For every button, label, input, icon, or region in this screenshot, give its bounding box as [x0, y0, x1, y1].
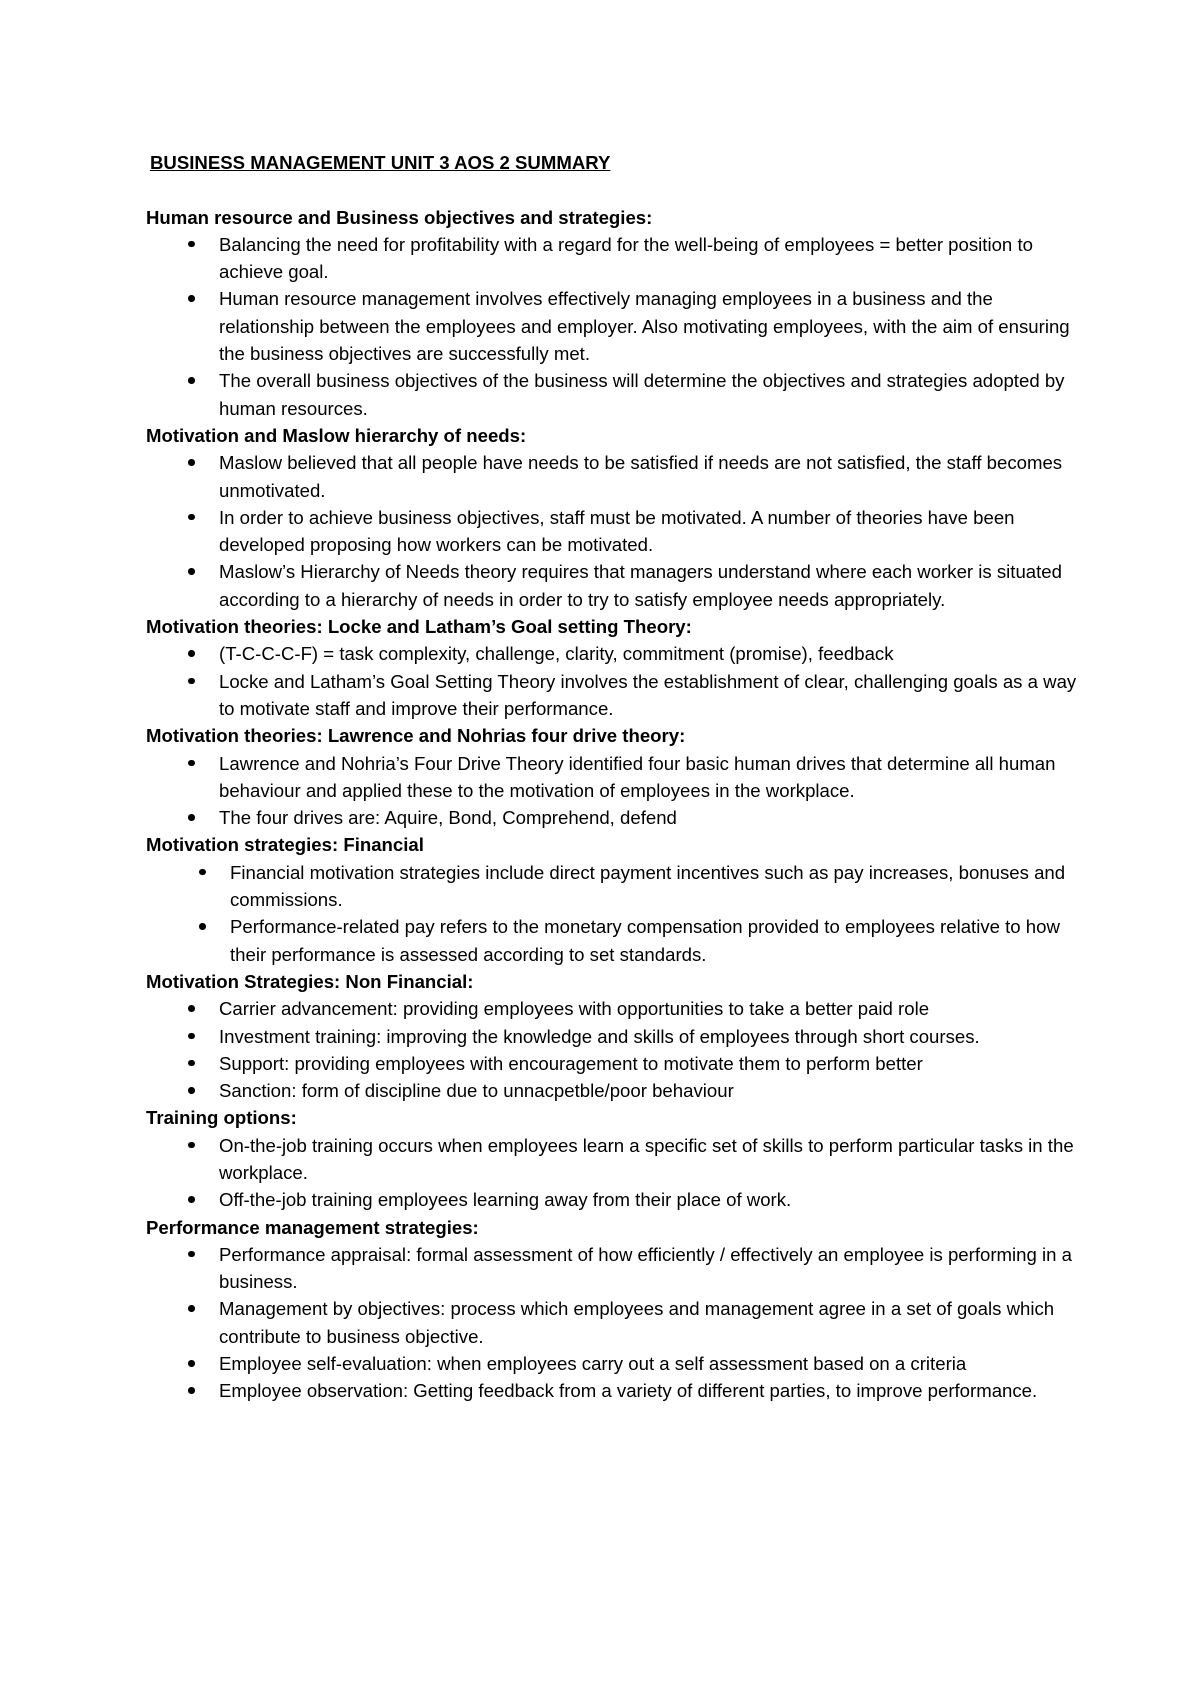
section [146, 968, 1086, 1104]
bullet-list [146, 995, 1086, 1104]
bullet-item: Performance-related pay refers to the monetary compensation provided to employees relative to how their performance is assessed according to set standards. [146, 913, 1086, 968]
section [146, 613, 1086, 722]
bullet-item: The overall business objectives of the business will determine the objectives and strategies adopted by human resources. [146, 367, 1086, 422]
bullet-item: In order to achieve business objectives, staff must be motivated. A number of theories have been developed proposing how workers can be motivated. [146, 504, 1086, 559]
section-heading: Motivation theories: Locke and Latham’s Goal setting Theory: [146, 616, 692, 638]
bullet-list [146, 750, 1086, 832]
section [146, 204, 1086, 422]
section-heading: Motivation theories: Lawrence and Nohrias four drive theory: [146, 725, 686, 747]
section-heading: Training options: [146, 1107, 297, 1129]
section [146, 1214, 1086, 1405]
section-heading: Motivation and Maslow hierarchy of needs: [146, 424, 527, 446]
section-heading: Human resource and Business objectives and strategies: [146, 206, 653, 228]
bullet-item: Human resource management involves effectively managing employees in a business and the relationship between the employees and employer. Also motivating employees, with the aim of ensuring the business objectives are successfully met. [146, 285, 1086, 367]
bullet-list [146, 231, 1086, 422]
bullet-item: Maslow believed that all people have needs to be satisfied if needs are not satisfied, the staff becomes unmotivated. [146, 449, 1086, 504]
bullet-item: Lawrence and Nohria’s Four Drive Theory identified four basic human drives that determine all human behaviour and applied these to the motivation of employees in the workplace. [146, 750, 1086, 805]
bullet-list [146, 1241, 1086, 1405]
bullet-list [146, 449, 1086, 613]
bullet-item: Employee observation: Getting feedback from a variety of different parties, to improve performance. [146, 1377, 1086, 1404]
section-heading: Motivation Strategies: Non Financial: [146, 970, 474, 992]
bullet-list [146, 640, 1086, 722]
bullet-item: Maslow’s Hierarchy of Needs theory requires that managers understand where each worker is situated according to a hierarchy of needs in order to try to satisfy employee needs appropriately. [146, 558, 1086, 613]
bullet-item: On-the-job training occurs when employees learn a specific set of skills to perform particular tasks in the workplace. [146, 1132, 1086, 1187]
bullet-item: Support: providing employees with encouragement to motivate them to perform better [146, 1050, 1086, 1077]
bullet-item: Performance appraisal: formal assessment of how efficiently / effectively an employee is performing in a business. [146, 1241, 1086, 1296]
bullet-list [146, 859, 1086, 968]
bullet-item: Sanction: form of discipline due to unnacpetble/poor behaviour [146, 1077, 1086, 1104]
bullet-item: The four drives are: Aquire, Bond, Comprehend, defend [146, 804, 1086, 831]
section [146, 722, 1086, 831]
bullet-item: Financial motivation strategies include direct payment incentives such as pay increases, bonuses and commissions. [146, 859, 1086, 914]
bullet-item: Carrier advancement: providing employees with opportunities to take a better paid role [146, 995, 1086, 1022]
document-content [146, 149, 1086, 1405]
section [146, 831, 1086, 967]
bullet-item: Employee self-evaluation: when employees carry out a self assessment based on a criteria [146, 1350, 1086, 1377]
section-heading: Performance management strategies: [146, 1216, 479, 1238]
bullet-item: Off-the-job training employees learning away from their place of work. [146, 1186, 1086, 1213]
bullet-list [146, 1132, 1086, 1214]
section [146, 422, 1086, 613]
bullet-item: Balancing the need for profitability with a regard for the well-being of employees = better position to achieve goal. [146, 231, 1086, 286]
section [146, 1104, 1086, 1213]
bullet-item: (T-C-C-C-F) = task complexity, challenge, clarity, commitment (promise), feedback [146, 640, 1086, 667]
sections-container [146, 204, 1086, 1405]
bullet-item: Locke and Latham’s Goal Setting Theory involves the establishment of clear, challenging goals as a way to motivate staff and improve their performance. [146, 668, 1086, 723]
bullet-item: Management by objectives: process which employees and management agree in a set of goals which contribute to business objective. [146, 1295, 1086, 1350]
bullet-item: Investment training: improving the knowledge and skills of employees through short courses. [146, 1023, 1086, 1050]
section-heading: Motivation strategies: Financial [146, 834, 424, 856]
document-title: BUSINESS MANAGEMENT UNIT 3 AOS 2 SUMMARY [150, 152, 611, 173]
